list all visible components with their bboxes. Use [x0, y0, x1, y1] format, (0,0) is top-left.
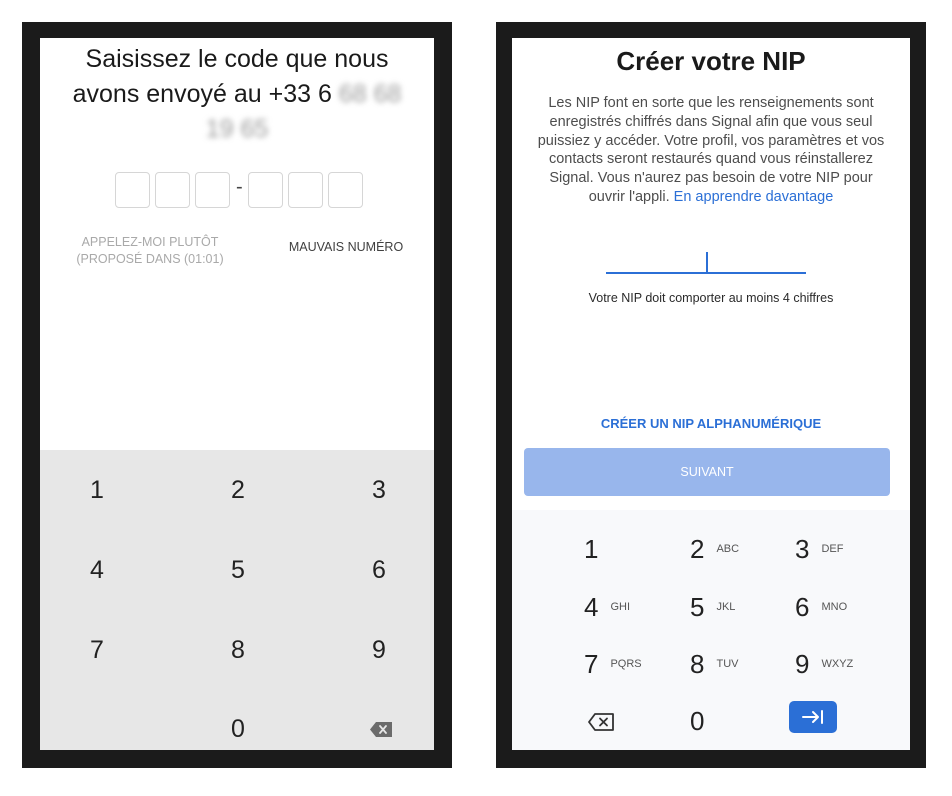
key-digit: 9 — [795, 649, 810, 679]
masked-phone-part-2: 19 65 — [205, 115, 269, 143]
key-digit: 8 — [690, 649, 705, 679]
alphanumeric-pin-button[interactable]: CRÉER UN NIP ALPHANUMÉRIQUE — [600, 416, 822, 431]
key-digit: 7 — [584, 649, 599, 679]
learn-more-link[interactable]: En apprendre davantage — [673, 188, 834, 205]
right-phone-frame — [496, 22, 926, 768]
title-line-1: Saisissez le code que nous — [85, 45, 389, 73]
code-digit-5[interactable] — [288, 172, 323, 208]
call-me-countdown: (PROPOSÉ DANS (01:01) — [76, 252, 224, 266]
key-4[interactable]: 4 — [90, 556, 104, 584]
backspace-icon[interactable] — [588, 713, 614, 731]
tab-arrow-icon — [802, 709, 824, 725]
pin-hint: Votre NIP doit comporter au moins 4 chiffres — [588, 291, 834, 305]
key-8[interactable]: 8 — [231, 636, 245, 664]
text-caret — [706, 252, 708, 274]
pin-description — [532, 94, 890, 207]
key-0[interactable]: 0 — [231, 715, 245, 743]
key-3[interactable] — [795, 529, 885, 569]
verification-title — [40, 42, 434, 147]
key-letters: GHI — [610, 601, 631, 613]
code-digit-2[interactable] — [155, 172, 190, 208]
key-7[interactable]: 7 — [90, 636, 104, 664]
key-0[interactable] — [690, 701, 780, 741]
key-letters: JKL — [716, 601, 736, 613]
key-5[interactable] — [690, 587, 780, 627]
backspace-icon[interactable] — [370, 722, 392, 737]
call-me-label: APPELEZ-MOI PLUTÔT — [81, 235, 219, 249]
title-line-2-prefix: avons envoyé au +33 6 — [72, 80, 332, 108]
wrong-number-button[interactable]: MAUVAIS NUMÉRO — [288, 240, 404, 254]
key-2[interactable] — [690, 529, 780, 569]
key-letters: MNO — [821, 601, 848, 613]
title-line-3 — [40, 112, 434, 147]
key-6[interactable]: 6 — [372, 556, 386, 584]
key-digit: 0 — [690, 706, 705, 736]
verification-code-screen — [40, 38, 434, 750]
key-digit: 5 — [690, 592, 705, 622]
next-button[interactable]: SUIVANT — [524, 448, 890, 496]
masked-phone-part-1: 68 68 — [338, 80, 402, 108]
pin-input[interactable] — [606, 250, 806, 274]
key-9[interactable] — [795, 644, 885, 684]
numeric-keypad — [40, 450, 434, 750]
key-letters: ABC — [716, 543, 740, 555]
key-3[interactable]: 3 — [372, 476, 386, 504]
key-9[interactable]: 9 — [372, 636, 386, 664]
key-digit: 2 — [690, 534, 705, 564]
key-6[interactable] — [795, 587, 885, 627]
key-digit: 3 — [795, 534, 810, 564]
create-pin-screen — [512, 38, 910, 750]
code-digit-4[interactable] — [248, 172, 283, 208]
key-letters: WXYZ — [821, 658, 854, 670]
code-digit-1[interactable] — [115, 172, 150, 208]
key-digit: 4 — [584, 592, 599, 622]
code-digit-6[interactable] — [328, 172, 363, 208]
key-5[interactable]: 5 — [231, 556, 245, 584]
key-1[interactable] — [584, 529, 674, 569]
left-phone-frame — [22, 22, 452, 768]
key-1[interactable]: 1 — [90, 476, 104, 504]
key-letters: PQRS — [610, 658, 642, 670]
key-4[interactable] — [584, 587, 674, 627]
call-me-button[interactable] — [70, 234, 230, 268]
key-7[interactable] — [584, 644, 674, 684]
numeric-keypad — [512, 510, 910, 750]
key-letters: DEF — [821, 543, 844, 555]
key-2[interactable]: 2 — [231, 476, 245, 504]
page-title: Créer votre NIP — [616, 46, 806, 76]
code-digit-3[interactable] — [195, 172, 230, 208]
key-8[interactable] — [690, 644, 780, 684]
key-digit: 1 — [584, 534, 599, 564]
code-separator: - — [236, 176, 243, 198]
key-digit: 6 — [795, 592, 810, 622]
enter-key[interactable] — [789, 701, 837, 733]
description-text: Les NIP font en sorte que les renseignements sont enregistrés chiffrés dans Signal afin que vous seul puissiez y accéder. Votre profil, vos paramètres et vos contacts seront restaurés quand vous réinstallerez Signal. Vous n'aurez pas besoin de votre NIP pour ouvrir l'appli. — [537, 95, 885, 205]
key-letters: TUV — [716, 658, 739, 670]
title-line-2 — [40, 77, 434, 112]
